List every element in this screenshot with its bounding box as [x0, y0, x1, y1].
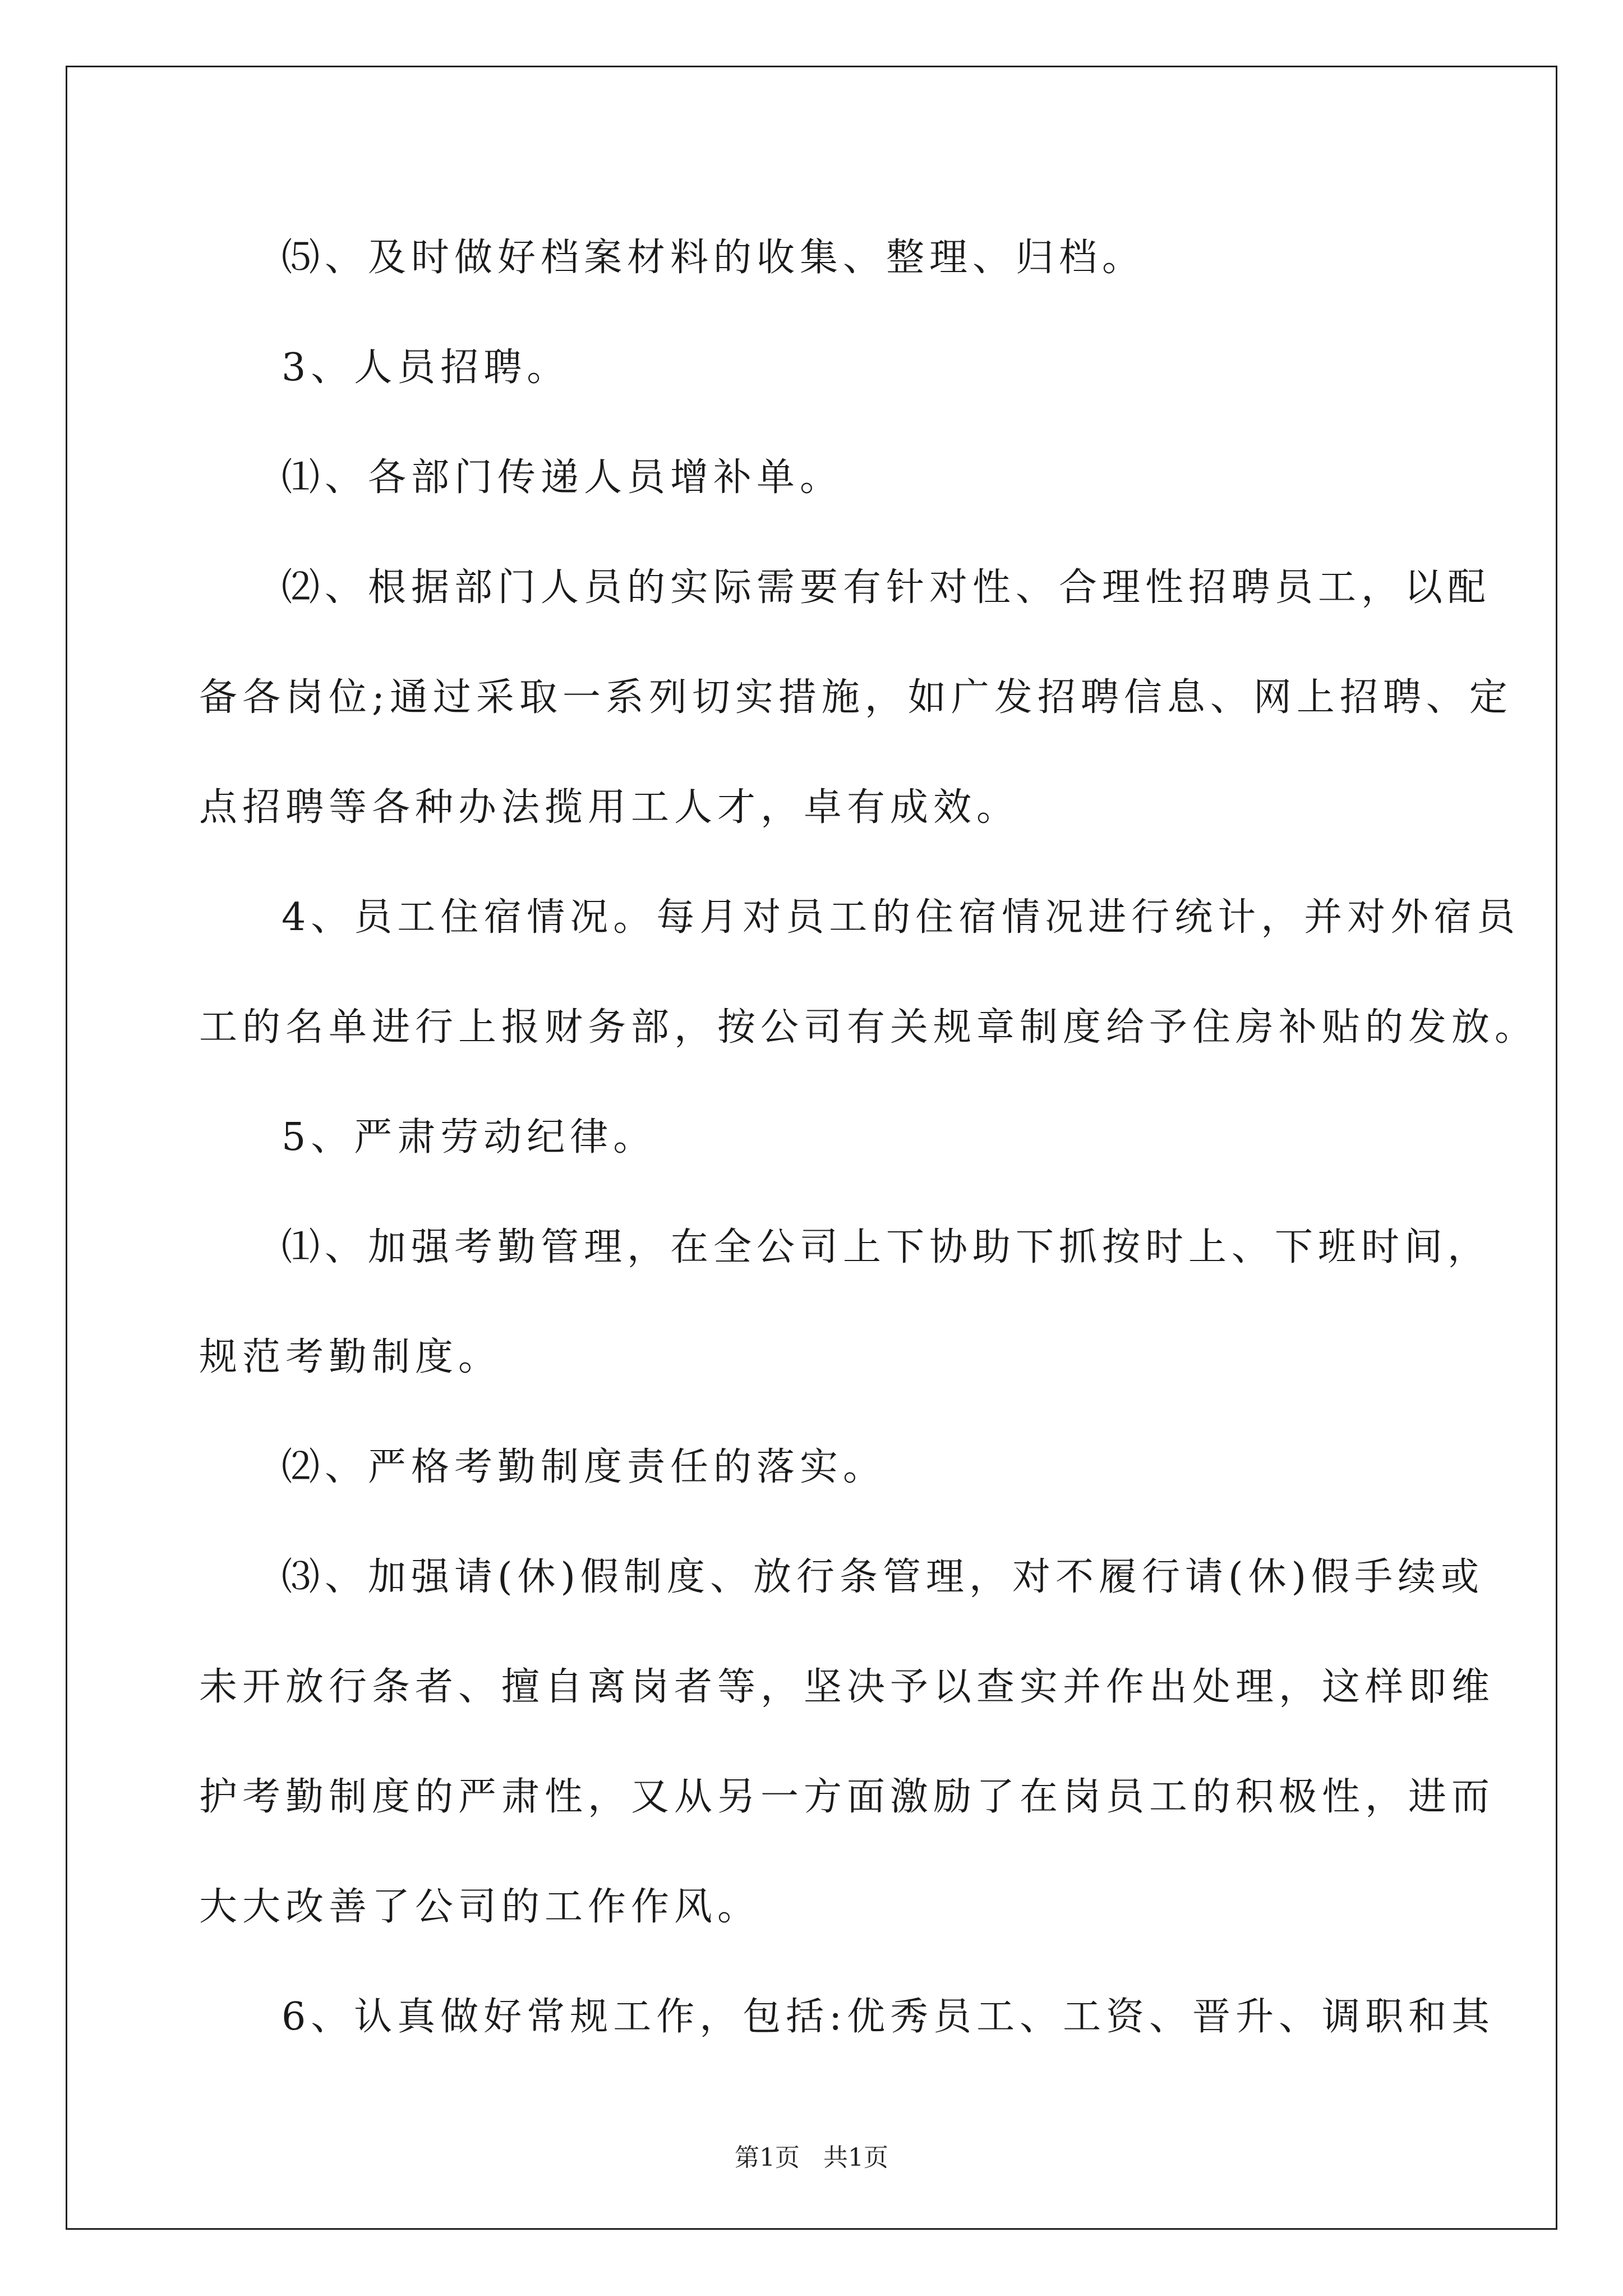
- section-heading: 4、员工住宿情况。每月对员工的住宿情况进行统计，并对外宿员: [282, 895, 1520, 940]
- section-heading: 5、严肃劳动纪律。: [282, 1115, 657, 1159]
- page-frame: [66, 66, 1557, 2230]
- paragraph-line: ⑴、各部门传递人员增补单。: [282, 455, 843, 500]
- paragraph-line: 备各岗位;通过采取一系列切实措施，如广发招聘信息、网上招聘、定: [199, 675, 1513, 720]
- paragraph-line: 大大改善了公司的工作作风。: [199, 1885, 761, 1929]
- document-body: [67, 67, 1556, 2228]
- paragraph-line: ⑶、加强请(休)假制度、放行条管理，对不履行请(休)假手续或: [282, 1555, 1484, 1599]
- paragraph-line: 点招聘等各种办法揽用工人才，卓有成效。: [199, 785, 1020, 830]
- paragraph-line: 护考勤制度的严肃性，又从另一方面激励了在岗员工的积极性，进而: [199, 1775, 1495, 1819]
- page-footer: 第1页 共1页: [735, 2143, 888, 2172]
- paragraph-line: 未开放行条者、擅自离岗者等，坚决予以查实并作出处理，这样即维: [199, 1665, 1495, 1709]
- paragraph-line: 工的名单进行上报财务部，按公司有关规章制度给予住房补贴的发放。: [199, 1005, 1538, 1050]
- section-heading: 3、人员招聘。: [282, 346, 570, 390]
- paragraph-line: ⑴、加强考勤管理，在全公司上下协助下抓按时上、下班时间，: [282, 1225, 1491, 1269]
- section-heading: 6、认真做好常规工作，包括:优秀员工、工资、晋升、调职和其: [282, 1995, 1495, 2039]
- paragraph-line: ⑸、及时做好档案材料的收集、整理、归档。: [282, 236, 1146, 280]
- paragraph-line: ⑵、根据部门人员的实际需要有针对性、合理性招聘员工，以配: [282, 565, 1491, 610]
- paragraph-line: 规范考勤制度。: [199, 1335, 502, 1379]
- paragraph-line: ⑵、严格考勤制度责任的落实。: [282, 1445, 887, 1489]
